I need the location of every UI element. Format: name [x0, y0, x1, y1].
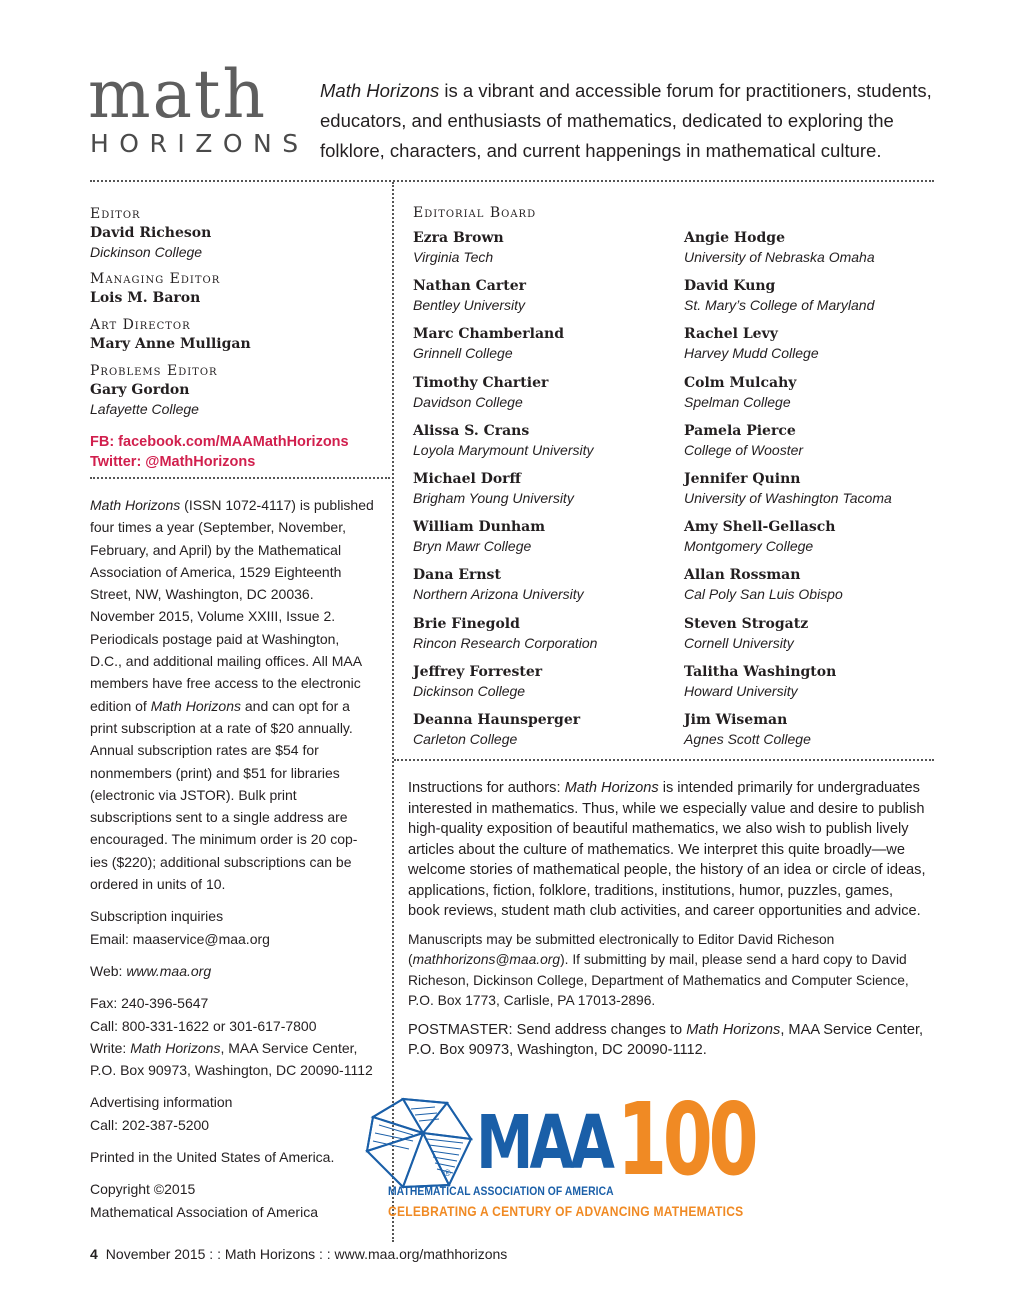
- board-member: [413, 374, 673, 422]
- member-name: David Kung: [684, 278, 776, 295]
- board-member: [413, 229, 673, 277]
- editorial-board-title: Editorial Board: [413, 205, 537, 221]
- logo-horizons: HORIZONS: [90, 129, 309, 158]
- divider-vertical: [392, 182, 394, 1242]
- board-member: [413, 518, 673, 566]
- divider-top: [90, 180, 934, 182]
- printed-in: Printed in the United States of America.: [90, 1149, 335, 1166]
- member-name: Jim Wiseman: [684, 711, 788, 728]
- member-affiliation: Montgomery College: [684, 538, 814, 555]
- maa-centennial-tagline: CELEBRATING A CENTURY OF ADVANCING MATHEMATICS: [388, 1203, 744, 1219]
- member-affiliation: University of Nebraska Omaha: [684, 249, 875, 265]
- staff-affiliation: Dickinson College: [90, 244, 203, 260]
- board-member: [684, 374, 944, 422]
- member-name: Ezra Brown: [413, 230, 504, 246]
- member-affiliation: Grinnell College: [413, 345, 513, 362]
- board-member: [413, 470, 673, 518]
- write-title: Math Horizons: [130, 1039, 221, 1056]
- board-member: [413, 711, 673, 759]
- member-name: Rachel Levy: [684, 326, 778, 343]
- board-member: [684, 229, 944, 277]
- member-name: Amy Shell-Gellasch: [684, 519, 836, 536]
- postmaster-b: , MAA Service Center, P.O. Box 90973, Washington, DC 20090-1112.: [408, 1021, 924, 1058]
- maa-wordmark: MAA: [476, 1100, 612, 1186]
- copyright: Copyright ©2015: [90, 1181, 196, 1198]
- board-member: [684, 518, 944, 566]
- author-instructions: [408, 778, 928, 1069]
- member-name: Jeffrey Forrester: [413, 663, 543, 680]
- staff-managing-editor: [90, 270, 380, 308]
- member-name: Marc Chamberland: [413, 326, 564, 343]
- member-name: Allan Rossman: [684, 567, 801, 584]
- copyright-holder: Mathematical Association of America: [90, 1203, 318, 1220]
- member-name: Deanna Haunsperger: [413, 711, 581, 728]
- member-name: Dana Ernst: [413, 567, 501, 584]
- member-name: Talitha Washington: [684, 663, 837, 680]
- staff-role: Art Director: [90, 317, 191, 333]
- manuscripts-b: ). If submitting by mail, please send a hard copy to David Richeson, Dickinson College, Department of Mathematics and Computer Science, P.O. Box 1773, Carlisle, PA 17013-2896.: [408, 952, 909, 1008]
- member-affiliation: Dickinson College: [413, 682, 526, 699]
- member-affiliation: University of Washington Tacoma: [684, 489, 892, 506]
- member-affiliation: Davidson College: [413, 393, 523, 410]
- staff-art-director: [90, 316, 380, 354]
- member-affiliation: Howard University: [684, 682, 798, 699]
- web-label: Web:: [90, 962, 127, 979]
- staff-affiliation: Lafayette College: [90, 401, 199, 417]
- maa-100-number: 100: [617, 1081, 755, 1198]
- registered-mark: ®: [444, 1168, 451, 1178]
- member-affiliation: Harvey Mudd College: [684, 345, 819, 362]
- board-member: [413, 663, 673, 711]
- member-name: Nathan Carter: [413, 278, 526, 295]
- fax: Fax: 240-396-5647: [90, 995, 209, 1012]
- member-name: Steven Strogatz: [684, 615, 809, 632]
- board-member: [413, 615, 673, 663]
- postmaster-title: Math Horizons: [686, 1021, 781, 1038]
- member-affiliation: Bentley University: [413, 297, 526, 314]
- member-name: Alissa S. Crans: [413, 422, 530, 439]
- member-affiliation: Loyola Marymount University: [413, 441, 594, 458]
- board-member: [413, 277, 673, 325]
- instr-body: is intended primarily for undergraduates interested in mathematics. Thus, while we especially value and desire to publish high-quality exposition of beautiful mathematics, we also wish to publish lively articles about the culture of mathematics. We interpret this quite broadly—we welcome stories of mathematical people, the history of an idea or circle of ideas, applications, fiction, folklore, traditions, institutions, humor, puzzles, games, book reviews, student math club activities, and career opportunities and advice.: [408, 780, 926, 919]
- staff-name: Lois M. Baron: [90, 290, 201, 306]
- pub-title: Math Horizons: [90, 497, 181, 513]
- ad-call: Call: 202-387-5200: [90, 1116, 210, 1133]
- staff-role: Editor: [90, 206, 141, 222]
- board-member: [413, 325, 673, 373]
- board-member: [684, 615, 944, 663]
- member-name: Michael Dorff: [413, 470, 522, 487]
- intro-title: Math Horizons: [320, 80, 440, 101]
- board-member: [684, 422, 944, 470]
- pub-text-a: (ISSN 1072-4117) is published four times a year (September, November, February, and April) by the Mathematical Association of America, 1529 Eighteenth Street, NW, Washington, DC 20036. November 2015, Volume XXIII, Issue 2. Periodicals postage paid at Washington, D.C., and additional mailing offices. All MAA members have free access to the electronic edition of: [90, 497, 374, 714]
- member-affiliation: College of Wooster: [684, 441, 804, 458]
- board-member: [684, 277, 944, 325]
- footer-text: November 2015 : : Math Horizons : : www.maa.org/mathhorizons: [105, 1246, 508, 1262]
- member-affiliation: Agnes Scott College: [684, 730, 811, 747]
- board-member: [684, 566, 944, 614]
- member-affiliation: Rincon Research Corporation: [413, 634, 598, 651]
- write-label: Write:: [90, 1039, 131, 1056]
- staff-role: Managing Editor: [90, 271, 221, 287]
- logo-math: math: [88, 56, 267, 133]
- instr-title: Math Horizons: [564, 780, 659, 796]
- staff-name: David Richeson: [90, 225, 212, 241]
- member-name: Pamela Pierce: [684, 422, 796, 439]
- divider-right: [394, 759, 934, 761]
- staff-name: Gary Gordon: [90, 382, 190, 398]
- staff-problems-editor: [90, 362, 380, 419]
- web-link[interactable]: www.maa.org: [126, 962, 212, 979]
- pub-text-b: and can opt for a print subscription at a rate of $20 annually. Annual subscription rates are $54 for nonmembers (print) and $51 for libraries (electronic via JSTOR). Bulk print subscriptions sent to a single address are encouraged. The minimum order is 20 cop-ies ($220); additional subscriptions can be ordered in units of 10.: [90, 697, 358, 893]
- member-name: Timothy Chartier: [413, 374, 549, 391]
- board-member: [684, 325, 944, 373]
- masthead-intro: [320, 76, 940, 166]
- editorial-board-left: [413, 229, 673, 759]
- board-member: [413, 422, 673, 470]
- member-affiliation: Bryn Mawr College: [413, 538, 532, 555]
- member-name: Angie Hodge: [684, 230, 785, 246]
- editorial-board-right: [684, 229, 944, 759]
- advertising: Advertising information: [90, 1094, 233, 1111]
- maa-icosahedron-icon: [363, 1095, 475, 1191]
- member-name: Colm Mulcahy: [684, 374, 797, 391]
- member-affiliation: Northern Arizona University: [413, 586, 584, 603]
- board-member: [684, 470, 944, 518]
- intro-line-1: is a vibrant and accessible forum for practitioners, students,: [439, 80, 932, 101]
- member-affiliation: Virginia Tech: [413, 249, 494, 265]
- board-member: [413, 566, 673, 614]
- intro-line-2: educators, and enthusiasts of mathematics, dedicated to exploring the: [320, 110, 894, 131]
- manuscripts-a: Manuscripts may be submitted electronically to Editor David Richeson (: [408, 931, 835, 967]
- member-affiliation: Carleton College: [413, 730, 518, 747]
- twitter-link[interactable]: Twitter: @MathHorizons: [90, 454, 256, 470]
- pub-title-2: Math Horizons: [150, 697, 241, 714]
- staff-editor: [90, 205, 380, 262]
- member-name: Jennifer Quinn: [684, 470, 801, 487]
- divider-left: [90, 477, 390, 479]
- staff-name: Mary Anne Mulligan: [90, 336, 251, 352]
- email-contact[interactable]: Email: maaservice@maa.org: [90, 930, 270, 947]
- publication-info: [90, 494, 375, 1223]
- intro-line-3: folklore, characters, and current happenings in mathematical culture.: [320, 140, 882, 161]
- member-affiliation: Spelman College: [684, 393, 791, 410]
- staff-list: [90, 205, 380, 472]
- member-affiliation: Cornell University: [684, 634, 794, 651]
- member-affiliation: Cal Poly San Luis Obispo: [684, 586, 843, 603]
- postmaster-a: POSTMASTER: Send address changes to: [408, 1021, 687, 1038]
- member-name: Brie Finegold: [413, 615, 520, 632]
- subscription-inquiries: Subscription inquiries: [90, 908, 224, 925]
- manuscripts-email[interactable]: mathhorizons@maa.org: [412, 952, 561, 967]
- member-name: William Dunham: [413, 519, 546, 536]
- maa-full-name: MATHEMATICAL ASSOCIATION OF AMERICA: [388, 1184, 614, 1198]
- instr-lead: Instructions for authors:: [408, 780, 565, 796]
- board-member: [684, 663, 944, 711]
- write-rest: , MAA Service Center,: [220, 1039, 358, 1056]
- facebook-link[interactable]: FB: facebook.com/MAAMathHorizons: [90, 434, 349, 450]
- staff-role: Problems Editor: [90, 363, 218, 379]
- page-number: 4: [90, 1246, 98, 1262]
- member-affiliation: Brigham Young University: [413, 489, 574, 506]
- member-affiliation: St. Mary’s College of Maryland: [684, 297, 875, 314]
- write-address: P.O. Box 90973, Washington, DC 20090-1112: [90, 1062, 373, 1079]
- call: Call: 800-331-1622 or 301-617-7800: [90, 1017, 317, 1034]
- page-footer: [90, 1246, 507, 1262]
- board-member: [684, 711, 944, 759]
